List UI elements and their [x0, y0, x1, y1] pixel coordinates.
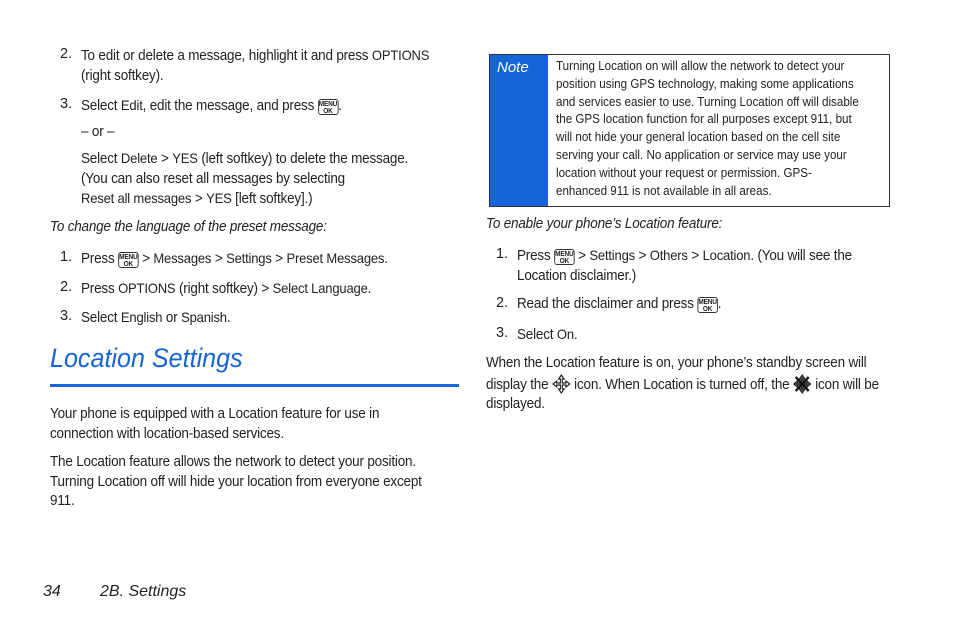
- step-number: 3.: [496, 325, 509, 341]
- location-on-icon: [552, 374, 571, 394]
- location-off-icon: [793, 374, 812, 394]
- menu-ok-key-icon: MENU OK: [318, 101, 338, 115]
- step-number: 2.: [60, 279, 73, 295]
- step-text: Press MENU OK > Messages > Settings > Preset Messages.: [81, 250, 388, 268]
- step-text: Select Delete > YES (left softkey) to delete the message. (You can also reset all messages by selecting Reset all messages > YES [left softkey].): [81, 150, 409, 207]
- paragraph: When the Location feature is on, your phone’s standby screen will display the icon. When Location is turned off, the icon will be displayed.: [486, 355, 879, 412]
- step-number: 2.: [496, 295, 509, 311]
- menu-ok-key-icon: MENU OK: [698, 299, 717, 313]
- title-rule: [50, 384, 459, 387]
- footer-section: 2B. Settings: [100, 583, 187, 600]
- paragraph: Your phone is equipped with a Location feature for use in connection with location-based services.: [50, 406, 380, 442]
- step-text: To edit or delete a message, highlight it and press OPTIONS (right softkey).: [81, 47, 430, 84]
- step-number: 3.: [60, 308, 73, 324]
- step-text: Press MENU OK > Settings > Others > Location. (You will see the Location disclaimer.): [517, 247, 852, 284]
- menu-ok-key-icon: MENU OK: [119, 254, 138, 268]
- section-title: Location Settings: [50, 343, 243, 373]
- note-box: [489, 54, 890, 207]
- or-separator: – or –: [81, 124, 115, 140]
- menu-ok-key-icon: MENU OK: [555, 251, 574, 265]
- step-number: 1.: [496, 246, 509, 262]
- note-label: Note: [490, 55, 548, 206]
- step-number: 2.: [60, 46, 73, 62]
- subheading: To enable your phone’s Location feature:: [486, 216, 723, 232]
- step-number: 1.: [60, 249, 73, 265]
- step-text: Select English or Spanish.: [81, 309, 231, 326]
- keyword: OPTIONS: [371, 47, 430, 63]
- step-text: Select Edit, edit the message, and press MENU OK .: [81, 97, 342, 115]
- note-text: Turning Location on will allow the network to detect your position using GPS technology, making some applications and services easier to use. Turning Location off will disable the GPS location function for all purposes except 911, but will not hide your general location based on the cell site serving your call. No application or service may use your location without your request or permission. GPS-enhanced 911 is not available in all areas.: [556, 59, 859, 198]
- step-text: Read the disclaimer and press MENU OK .: [517, 296, 722, 313]
- paragraph: The Location feature allows the network to detect your position. Turning Location off will hide your location from everyone except 911.: [50, 454, 422, 509]
- subheading: To change the language of the preset message:: [50, 219, 327, 235]
- keyword: Edit: [120, 97, 143, 113]
- step-text: Select On.: [517, 326, 578, 343]
- step-number: 3.: [60, 96, 73, 112]
- page-number: 34: [43, 583, 61, 600]
- step-text: Press OPTIONS (right softkey) > Select Language.: [81, 280, 372, 297]
